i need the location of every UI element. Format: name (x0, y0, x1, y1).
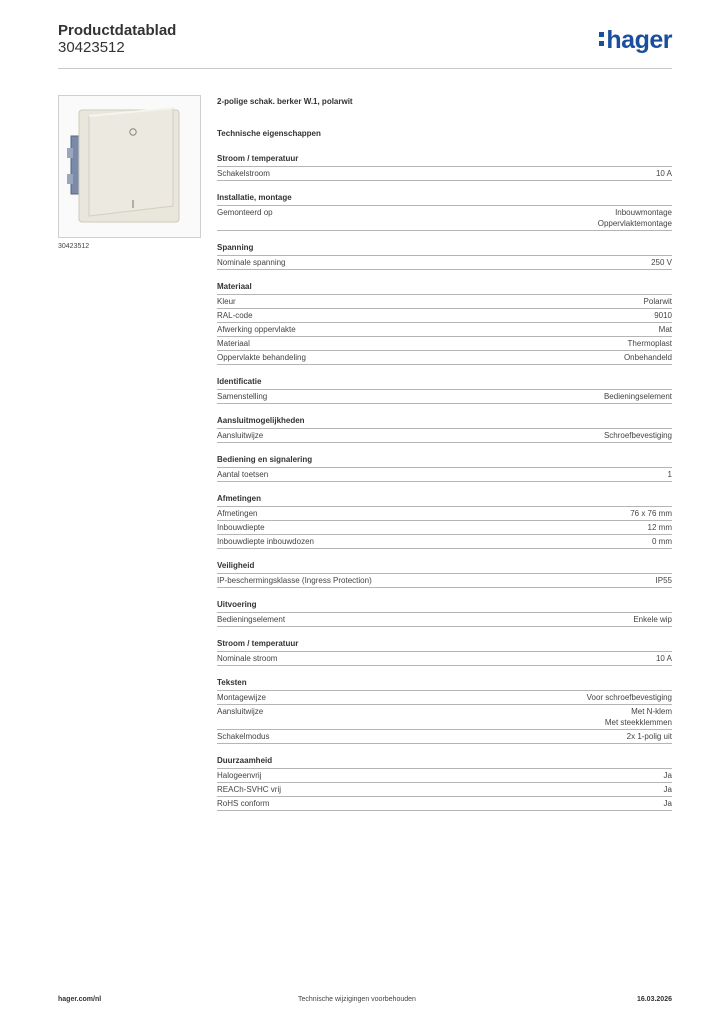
spec-value (648, 522, 672, 533)
document-title: Productdatablad (58, 22, 177, 39)
section-title: Spanning (217, 243, 254, 252)
spec-table (217, 573, 672, 588)
spec-row (217, 796, 672, 811)
spec-value-line: Ja (663, 799, 672, 808)
section-title: Aansluitmogelijkheden (217, 416, 305, 425)
spec-section (217, 281, 672, 365)
spec-label: Oppervlakte behandeling (217, 353, 306, 362)
spec-section (217, 638, 672, 666)
spec-row (217, 612, 672, 627)
spec-value-line: 9010 (654, 311, 672, 320)
section-title: Afmetingen (217, 494, 261, 503)
spec-value-line: Schroefbevestiging (603, 431, 672, 440)
section-title: Installatie, montage (217, 193, 292, 202)
spec-table (217, 768, 672, 811)
section-title: Stroom / temperatuur (217, 639, 299, 648)
spec-row (217, 389, 672, 404)
spec-value-line: 2x 1-polig uit (626, 732, 672, 741)
spec-value (644, 296, 672, 307)
spec-label: IP-beschermingsklasse (Ingress Protection) (217, 576, 372, 585)
spec-label: Montagewijze (217, 693, 266, 702)
spec-label: Aansluitwijze (217, 707, 264, 716)
spec-value (624, 352, 672, 363)
spec-label: Inbouwdiepte (217, 523, 265, 532)
spec-value-line: 12 mm (647, 523, 672, 532)
spec-label: Aansluitwijze (217, 431, 264, 440)
spec-row (217, 308, 672, 322)
section-title: Stroom / temperatuur (217, 154, 299, 163)
spec-table (217, 467, 672, 482)
spec-value (587, 692, 672, 703)
product-specs (217, 96, 672, 822)
hager-logo (599, 26, 672, 55)
spec-value-line: Thermoplast (627, 339, 672, 348)
spec-row (217, 651, 672, 666)
spec-row (217, 294, 672, 308)
page-header (58, 22, 672, 56)
product-image (58, 95, 201, 238)
spec-row (217, 350, 672, 365)
section-title: Materiaal (217, 282, 252, 291)
spec-value (604, 391, 672, 402)
spec-value (652, 536, 672, 547)
spec-row (217, 506, 672, 520)
spec-row (217, 166, 672, 181)
spec-table (217, 294, 672, 365)
spec-section (217, 560, 672, 588)
spec-value (664, 770, 672, 781)
spec-value (656, 575, 672, 586)
spec-row (217, 520, 672, 534)
spec-value (651, 257, 672, 268)
spec-value-line: Polarwit (643, 297, 672, 306)
section-title: Duurzaamheid (217, 756, 273, 765)
spec-value (633, 614, 672, 625)
spec-section (217, 192, 672, 231)
spec-label: Nominale stroom (217, 654, 278, 663)
spec-label: Gemonteerd op (217, 208, 273, 217)
spec-value-line: Bedieningselement (603, 392, 672, 401)
footer-date: 16.03.2026 (636, 996, 672, 1003)
spec-label: Afmetingen (217, 509, 258, 518)
spec-row (217, 428, 672, 443)
spec-value-line: Onbehandeld (623, 353, 672, 362)
spec-row (217, 336, 672, 350)
spec-table (217, 651, 672, 666)
spec-label: Samenstelling (217, 392, 268, 401)
footer-disclaimer: Technische wijzigingen voorbehouden (298, 996, 416, 1003)
spec-row (217, 768, 672, 782)
spec-row (217, 255, 672, 270)
spec-value-line: 1 (667, 470, 672, 479)
section-title: Veiligheid (217, 561, 255, 570)
spec-value-line: Oppervlaktemontage (597, 219, 672, 228)
spec-table (217, 205, 672, 231)
spec-section (217, 376, 672, 404)
section-title: Bediening en signalering (217, 455, 313, 464)
spec-table (217, 428, 672, 443)
spec-value-line: 76 x 76 mm (630, 509, 672, 518)
spec-value-line: Voor schroefbevestiging (586, 693, 672, 702)
spec-table (217, 612, 672, 627)
spec-value-line: Inbouwmontage (615, 208, 672, 217)
document-number: 30423512 (58, 39, 125, 56)
spec-value (668, 469, 672, 480)
spec-label: Bedieningselement (217, 615, 286, 624)
spec-label: Halogeenvrij (217, 771, 262, 780)
section-title: Uitvoering (217, 600, 257, 609)
spec-row (217, 573, 672, 588)
spec-section (217, 677, 672, 744)
spec-value (627, 731, 672, 742)
spec-table (217, 506, 672, 549)
spec-row (217, 729, 672, 744)
spec-section (217, 599, 672, 627)
spec-label: Materiaal (217, 339, 250, 348)
spec-value (628, 338, 672, 349)
spec-value (605, 706, 672, 728)
spec-label: Kleur (217, 297, 236, 306)
spec-value-line: Met steekklemmen (604, 718, 672, 727)
spec-row (217, 782, 672, 796)
spec-value-line: Ja (663, 785, 672, 794)
spec-section (217, 755, 672, 811)
spec-label: REACh-SVHC vrij (217, 785, 282, 794)
spec-value-line: Ja (663, 771, 672, 780)
switch-illustration-icon (59, 96, 200, 237)
spec-value-line: Met N-klem (631, 707, 672, 716)
spec-value-line: 250 V (651, 258, 672, 267)
section-title: Identificatie (217, 377, 262, 386)
spec-label: RAL-code (217, 311, 253, 320)
spec-value-line: 10 A (655, 169, 672, 178)
tech-properties-heading: Technische eigenschappen (217, 129, 321, 138)
spec-sections (217, 153, 672, 811)
logo-text: hager (606, 26, 672, 54)
spec-table (217, 166, 672, 181)
spec-row (217, 205, 672, 231)
spec-table (217, 690, 672, 744)
spec-value (598, 207, 672, 229)
spec-value-line: Enkele wip (633, 615, 672, 624)
spec-value (659, 324, 672, 335)
spec-label: Aantal toetsen (217, 470, 269, 479)
spec-label: Schakelmodus (217, 732, 270, 741)
spec-value-line: 0 mm (652, 537, 672, 546)
spec-label: RoHS conform (217, 799, 270, 808)
spec-row (217, 690, 672, 704)
footer-website: hager.com/nl (58, 996, 102, 1003)
spec-section (217, 493, 672, 549)
spec-row (217, 534, 672, 549)
spec-label: Afwerking oppervlakte (217, 325, 296, 334)
spec-value (656, 653, 672, 664)
spec-value (654, 310, 672, 321)
header-divider (58, 68, 672, 69)
spec-value (656, 168, 672, 179)
spec-section (217, 242, 672, 270)
spec-table (217, 389, 672, 404)
spec-label: Schakelstroom (217, 169, 270, 178)
spec-value (664, 784, 672, 795)
spec-label: Inbouwdiepte inbouwdozen (217, 537, 314, 546)
spec-row (217, 704, 672, 729)
spec-row (217, 322, 672, 336)
spec-value (664, 798, 672, 809)
spec-value-line: 10 A (655, 654, 672, 663)
spec-section (217, 153, 672, 181)
spec-section (217, 415, 672, 443)
spec-label: Nominale spanning (217, 258, 286, 267)
logo-mark-icon (599, 32, 604, 46)
spec-section (217, 454, 672, 482)
product-name: 2-polige schak. berker W.1, polarwit (217, 97, 353, 106)
image-caption: 30423512 (58, 243, 90, 250)
spec-value (604, 430, 672, 441)
spec-value-line: IP55 (655, 576, 672, 585)
spec-table (217, 255, 672, 270)
spec-row (217, 467, 672, 482)
spec-value (630, 508, 672, 519)
spec-value-line: Mat (658, 325, 672, 334)
section-title: Teksten (217, 678, 247, 687)
